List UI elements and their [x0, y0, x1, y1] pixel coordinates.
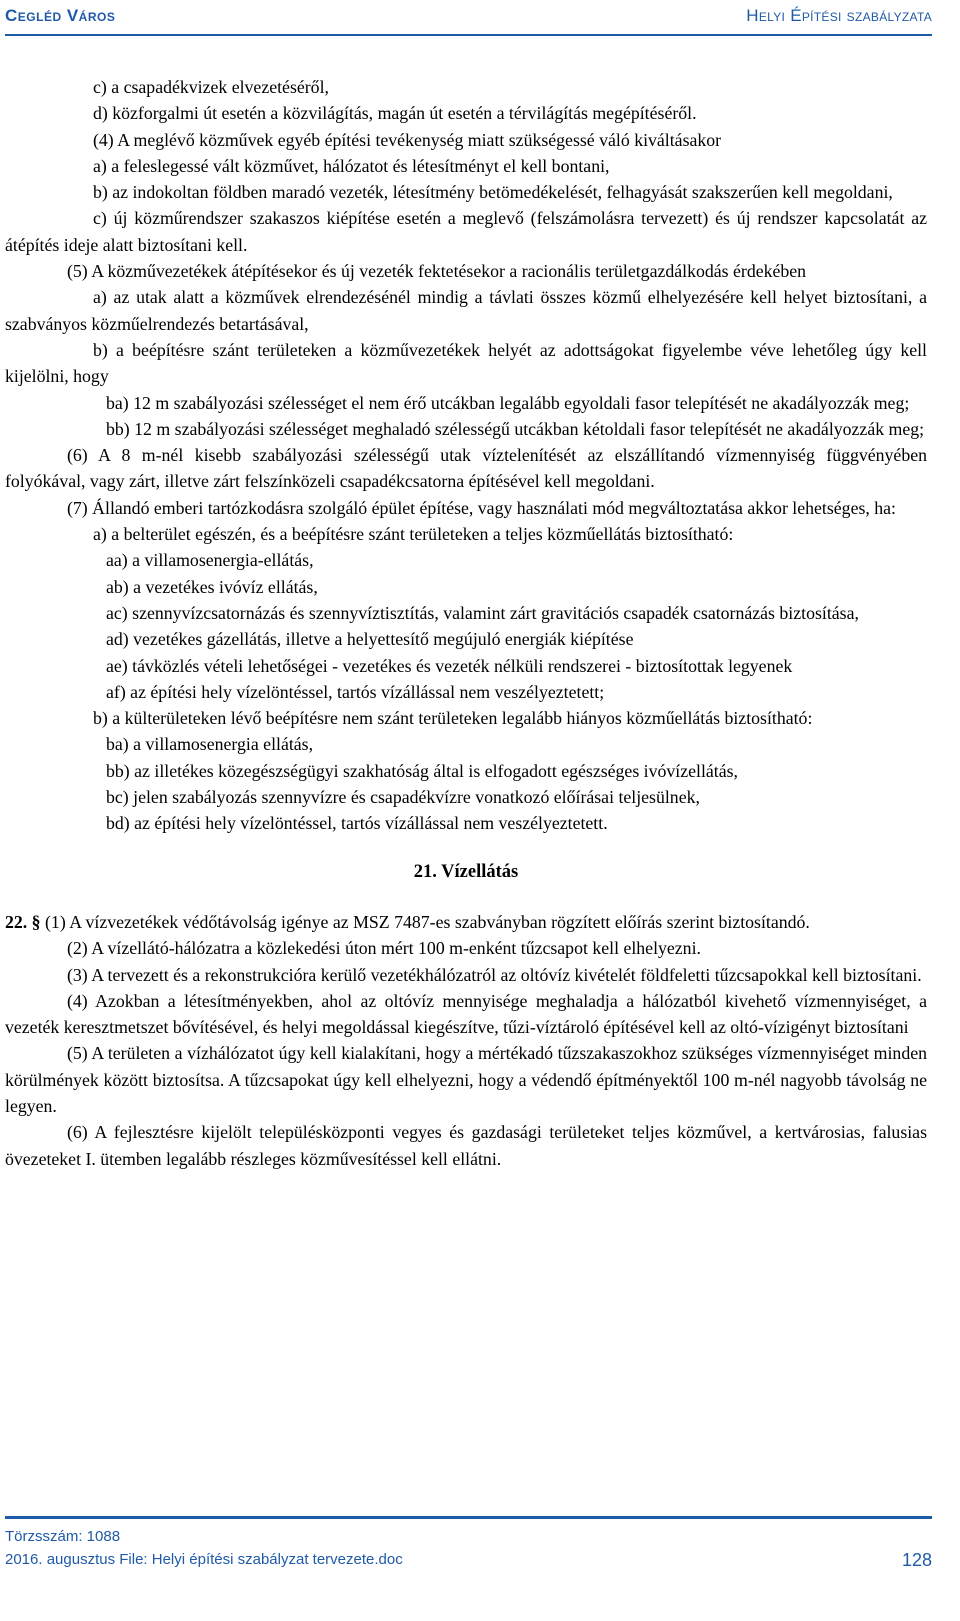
paragraph: (4) A meglévő közművek egyéb építési tevékenység miatt szükségessé váló kiváltásakor — [93, 129, 722, 150]
paragraph — [5, 909, 927, 935]
footer-file-info: 2016. augusztus File: Helyi építési szabályzat tervezete.doc — [5, 1551, 403, 1568]
paragraph: c) a csapadékvizek elvezetéséről, — [93, 77, 329, 97]
paragraph: a) a feleslegessé vált közművet, hálózatot és létesítményt el kell bontani, — [93, 155, 610, 176]
header-document-title: Helyi Építési szabályzata — [746, 6, 932, 25]
footer-registry-number: Törzsszám: 1088 — [5, 1528, 121, 1545]
paragraph: ba) 12 m szabályozási szélességet el nem érő utcákban legalább egyoldali fasor telepítését ne akadályozzák meg; — [106, 392, 910, 413]
paragraph-text: (1) A vízvezetékek védőtávolság igénye az MSZ 7487-es szabványban rögzített előírás szerint biztosítandó. — [45, 911, 810, 932]
paragraph: (3) A tervezett és a rekonstrukcióra kerülő vezetékhálózatról az oltóvíz kivételét földfeletti tűzcsapokkal kell biztosítani. — [67, 964, 922, 985]
paragraph: bd) az építési hely vízelöntéssel, tartós vízállással nem veszélyeztetett. — [106, 813, 608, 834]
section-number: 22. § — [5, 911, 41, 932]
header-city-title: Cegléd Város — [5, 6, 116, 25]
paragraph: b) a beépítésre szánt területeken a közművezetékek helyét az adottságokat figyelembe véve lehetőleg úgy kell kijelölni, hogy — [5, 339, 927, 387]
paragraph: (6) A 8 m-nél kisebb szabályozási szélességű utak víztelenítését az elszállítandó vízmennyiség függvényében folyókával, vagy zárt, illetve zárt felszínközeli csapadékcsatorna építésével kell megoldani. — [5, 445, 927, 492]
paragraph: bb) 12 m szabályozási szélességet meghaladó szélességű utcákban kétoldali fasor telepítését ne akadályozzák meg; — [106, 418, 925, 439]
paragraph: ba) a villamosenergia ellátás, — [106, 734, 314, 755]
paragraph: a) az utak alatt a közművek elrendezésénél mindig a távlati összes közmű elhelyezésére kell helyet biztosítani, a szabványos közműelrendezés betartásával, — [5, 287, 927, 334]
paragraph: (2) A vízellátó-hálózatra a közlekedési úton mért 100 m-enként tűzcsapot kell elhelyezni. — [67, 938, 701, 959]
paragraph: ab) a vezetékes ivóvíz ellátás, — [106, 576, 318, 597]
paragraph: d) közforgalmi út esetén a közvilágítás, magán út esetén a térvilágítás megépítéséről. — [93, 103, 697, 124]
paragraph: (6) A fejlesztésre kijelölt településközponti vegyes és gazdasági területeket teljes közművel, a kertvárosias, falusias övezeteket I. ütemben legalább részleges közművesítéssel kell ellátni. — [5, 1122, 927, 1169]
paragraph: c) új közműrendszer szakaszos kiépítése esetén a meglevő (felszámolásra tervezett) és új rendszer kapcsolatát az átépítés ideje alatt biztosítani kell. — [5, 208, 927, 255]
section-heading: 21. Vízellátás — [413, 861, 519, 882]
paragraph: (5) A területen a vízhálózatot úgy kell kialakítani, hogy a mértékadó tűzszakaszokhoz szükséges vízmennyiséget minden körülmények között biztosítsa. A tűzcsapokat úgy kell elhelyezni, hogy a védendő építményektől 100 m-nél nagyobb távolság ne legyen. — [5, 1043, 927, 1116]
paragraph: b) a külterületeken lévő beépítésre nem szánt területeken legalább hiányos közműellátás biztosítható: — [93, 708, 813, 729]
paragraph: (7) Állandó emberi tartózkodásra szolgáló épület építése, vagy használati mód megváltoztatása akkor lehetséges, ha: — [67, 497, 896, 518]
paragraph: bb) az illetékes közegészségügyi szakhatóság által is elfogadott egészséges ivóvízellátás, — [106, 760, 738, 781]
paragraph: af) az építési hely vízelöntéssel, tartós vízállással nem veszélyeztetett; — [106, 681, 605, 702]
paragraph: a) a belterület egészén, és a beépítésre szánt területeken a teljes közműellátás biztosítható: — [93, 524, 734, 545]
page-footer — [5, 1516, 932, 1571]
document-body — [5, 74, 927, 1172]
page-header — [5, 0, 932, 36]
paragraph: ad) vezetékes gázellátás, illetve a helyettesítő megújuló energiák kiépítése — [106, 629, 634, 650]
paragraph: ac) szennyvízcsatornázás és szennyvíztisztítás, valamint zárt gravitációs csapadék csatornázás biztosítása, — [106, 602, 859, 623]
paragraph: bc) jelen szabályozás szennyvízre és csapadékvízre vonatkozó előírásai teljesülnek, — [106, 787, 700, 808]
paragraph: (5) A közművezetékek átépítésekor és új vezeték fektetésekor a racionális területgazdálkodás érdekében — [67, 261, 807, 282]
page-number: 128 — [901, 1550, 932, 1570]
paragraph: aa) a villamosenergia-ellátás, — [106, 550, 314, 571]
paragraph: ae) távközlés vételi lehetőségei - vezetékes és vezeték nélküli rendszerei - biztosítottak legyenek — [106, 655, 793, 676]
paragraph: (4) Azokban a létesítményekben, ahol az oltóvíz mennyisége meghaladja a hálózatból kivehető vízmennyiséget, a vezeték keresztmetszet bővítésével, és helyi megoldással kiegészítve, tűzi-víztároló építésével kell az oltó-vízigényt biztosítani — [5, 990, 927, 1038]
paragraph: b) az indokoltan földben maradó vezeték, létesítmény betömedékelését, felhagyását szakszerűen kell megoldani, — [93, 182, 893, 203]
